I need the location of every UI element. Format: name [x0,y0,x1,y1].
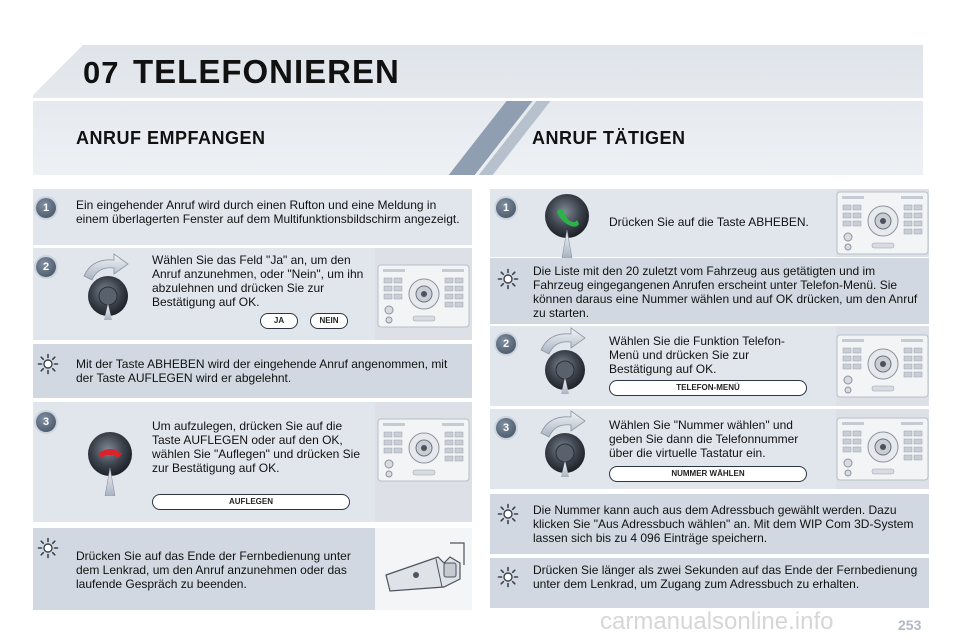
page-title: TELEFONIEREN [133,53,400,90]
phone-hangup-button-icon [78,428,142,496]
left-step-3-text: Um aufzulegen, drücken Sie auf die Taste AUFLEGEN oder auf den OK, wählen Sie "Auflegen" und drücken Sie zur Bestätigung auf OK. [152,419,360,475]
tip-bulb-icon [37,353,59,375]
header-divider [33,98,923,101]
right-step-1-text: Drücken Sie auf die Taste ABHEBEN. [609,215,809,229]
right-step-2-text: Wählen Sie die Funktion Telefon-Menü und drücken Sie zur Bestätigung auf OK. [609,334,785,376]
right-tip-1-text: Die Liste mit den 20 zuletzt vom Fahrzeug aus getätigten und im Fahrzeug eingegangenen Anrufen erscheint unter Telefon-Menü. Sie können daraus eine Nummer wählen und auf OK drücken, um den Anruf zu starten. [533,264,918,320]
step-number-badge: 3 [496,418,516,438]
rotary-knob-turn-icon [535,326,599,394]
step-number-badge: 2 [36,257,56,277]
rotary-knob-turn-icon [535,409,599,477]
tip-bulb-icon [497,503,519,525]
left-step-2-text: Wählen Sie das Feld "Ja" an, um den Anruf anzunehmen, oder "Nein", um ihn abzulehnen und drücken Sie zur Bestätigung auf OK. [152,253,364,309]
rotary-knob-turn-icon [78,252,142,320]
right-step-3-text: Wählen Sie "Nummer wählen" und geben Sie dann die Telefonnummer über die virtuelle Tastatur ein. [609,418,799,460]
step-number-badge: 1 [36,198,56,218]
multifunction-console-image [836,417,929,481]
multifunction-console-image [377,264,470,328]
watermark-text: carmanualsonline.info [600,608,834,635]
no-button[interactable]: NEIN [310,313,348,329]
header-corner [33,45,83,95]
tip-bulb-icon [497,268,519,290]
phone-accept-button-icon [535,190,599,258]
tip-bulb-icon [37,537,59,559]
section-title-make: ANRUF TÄTIGEN [532,128,686,148]
left-step-1-text: Ein eingehender Anruf wird durch einen Rufton und eine Meldung in einem überlagerten Fenster auf dem Multifunktionsbildschirm angezeigt. [76,198,460,226]
step-number-badge: 3 [36,412,56,432]
steering-stalk-image [380,535,468,603]
phone-menu-button[interactable]: TELEFON-MENÜ [609,380,807,396]
left-tip-2-text: Drücken Sie auf das Ende der Fernbedienung unter dem Lenkrad, um den Anruf anzunehmen oder das laufende Gespräch zu beenden. [76,549,351,591]
dial-number-button[interactable]: NUMMER WÄHLEN [609,466,807,482]
tip-bulb-icon [497,566,519,588]
yes-button[interactable]: JA [260,313,298,329]
left-tip-1-text: Mit der Taste ABHEBEN wird der eingehende Anruf angenommen, mit der Taste AUFLEGEN wird er abgelehnt. [76,357,448,385]
step-number-badge: 1 [496,198,516,218]
chapter-number: 07 [83,55,120,90]
hangup-button[interactable]: AUFLEGEN [152,494,350,510]
multifunction-console-image [836,334,929,398]
right-tip-3-text: Drücken Sie länger als zwei Sekunden auf das Ende der Fernbedienung unter dem Lenkrad, um Zugang zum Adressbuch zu erhalten. [533,563,918,591]
section-title-receive: ANRUF EMPFANGEN [76,128,266,148]
step-number-badge: 2 [496,334,516,354]
right-tip-2-text: Die Nummer kann auch aus dem Adressbuch gewählt werden. Dazu klicken Sie "Aus Adressbuch wählen" an. Mit dem WIP Com 3D-System lassen sich bis zu 4 096 Einträge speichern. [533,503,914,545]
multifunction-console-image [836,191,929,255]
page-number: 253 [898,617,922,633]
multifunction-console-image [377,418,470,482]
